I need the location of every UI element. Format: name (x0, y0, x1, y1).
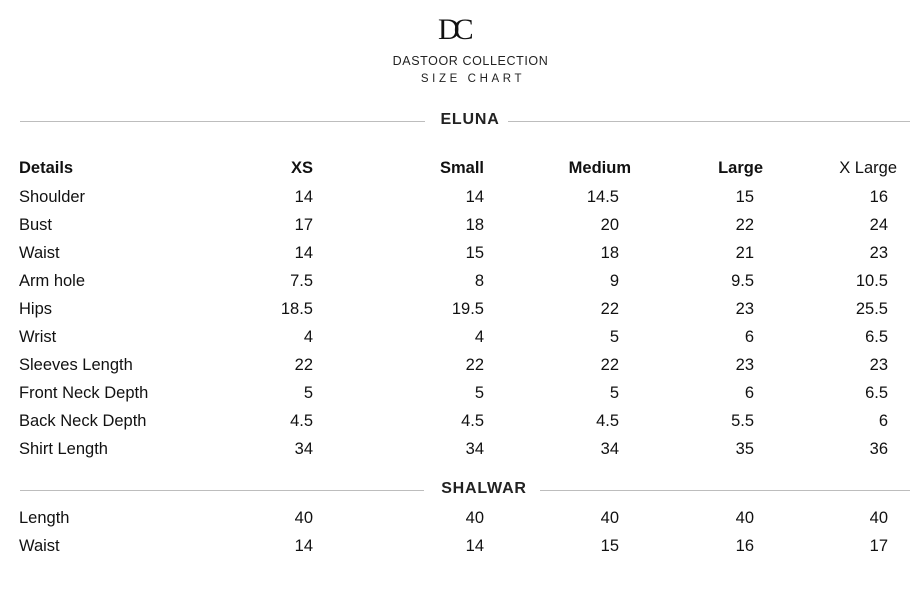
row-label: Front Neck Depth (19, 384, 149, 402)
cell-xs: 5 (303, 384, 313, 402)
table-row (0, 241, 911, 265)
table-row (0, 185, 911, 209)
section-eluna-header (20, 111, 910, 131)
cell-large: 23 (735, 356, 754, 374)
cell-medium: 15 (600, 537, 619, 555)
cell-x-large: 23 (869, 356, 888, 374)
row-label: Back Neck Depth (19, 412, 147, 430)
cell-medium: 20 (600, 216, 619, 234)
cell-xs: 18.5 (280, 300, 313, 318)
svg-text:DC: DC (437, 14, 468, 42)
cell-x-large: 17 (869, 537, 888, 555)
table-row (0, 381, 911, 405)
cell-small: 4.5 (461, 412, 484, 430)
cell-x-large: 25.5 (855, 300, 888, 318)
dc-monogram-icon (438, 14, 474, 42)
cell-small: 19.5 (451, 300, 484, 318)
table-row (0, 213, 911, 237)
cell-xs: 14 (294, 537, 313, 555)
row-label: Bust (19, 216, 53, 234)
column-header-medium: Medium (568, 159, 631, 177)
divider-right (508, 121, 910, 122)
cell-large: 5.5 (731, 412, 754, 430)
cell-large: 6 (744, 384, 754, 402)
cell-xs: 22 (294, 356, 313, 374)
cell-large: 35 (735, 440, 754, 458)
cell-large: 6 (744, 328, 754, 346)
table-row (0, 325, 911, 349)
cell-medium: 22 (600, 300, 619, 318)
cell-small: 34 (465, 440, 484, 458)
cell-small: 5 (474, 384, 484, 402)
divider-left (20, 121, 425, 122)
cell-medium: 18 (600, 244, 619, 262)
cell-medium: 9 (609, 272, 619, 290)
table-row (0, 269, 911, 293)
table-row (0, 353, 911, 377)
cell-x-large: 23 (869, 244, 888, 262)
table-row (0, 506, 911, 530)
cell-medium: 14.5 (586, 188, 619, 206)
cell-x-large: 6 (878, 412, 888, 430)
cell-large: 21 (735, 244, 754, 262)
cell-large: 22 (735, 216, 754, 234)
section-title-eluna: ELUNA (440, 111, 500, 128)
cell-x-large: 10.5 (855, 272, 888, 290)
table-row (0, 534, 911, 558)
row-label: Length (19, 509, 70, 527)
cell-xs: 7.5 (290, 272, 313, 290)
divider-left (20, 490, 424, 491)
row-label: Sleeves Length (19, 356, 133, 374)
row-label: Waist (19, 244, 60, 262)
cell-xs: 14 (294, 188, 313, 206)
brand-logo (0, 14, 911, 47)
section-shalwar-header (20, 480, 910, 500)
table-row (0, 437, 911, 461)
cell-small: 15 (465, 244, 484, 262)
column-header-x-large: X Large (839, 159, 897, 177)
brand-name: DASTOOR COLLECTION (392, 54, 549, 68)
cell-small: 18 (465, 216, 484, 234)
row-label: Hips (19, 300, 53, 318)
row-label: Arm hole (19, 272, 86, 290)
cell-large: 23 (735, 300, 754, 318)
column-header-details: Details (19, 159, 74, 177)
cell-x-large: 6.5 (865, 384, 888, 402)
cell-xs: 4.5 (290, 412, 313, 430)
cell-small: 4 (474, 328, 484, 346)
table-header-row (0, 156, 911, 180)
cell-small: 14 (465, 188, 484, 206)
row-label: Waist (19, 537, 60, 555)
cell-x-large: 16 (869, 188, 888, 206)
cell-xs: 14 (294, 244, 313, 262)
table-row (0, 297, 911, 321)
cell-medium: 40 (600, 509, 619, 527)
cell-xs: 34 (294, 440, 313, 458)
column-header-large: Large (718, 159, 763, 177)
cell-xs: 17 (294, 216, 313, 234)
cell-xs: 40 (294, 509, 313, 527)
cell-medium: 4.5 (596, 412, 619, 430)
row-label: Shoulder (19, 188, 86, 206)
column-header-xs: XS (290, 159, 313, 177)
cell-small: 40 (465, 509, 484, 527)
cell-small: 22 (465, 356, 484, 374)
column-header-small: Small (439, 159, 484, 177)
cell-medium: 22 (600, 356, 619, 374)
cell-xs: 4 (303, 328, 313, 346)
cell-large: 40 (735, 509, 754, 527)
table-row (0, 409, 911, 433)
cell-x-large: 6.5 (865, 328, 888, 346)
cell-large: 16 (735, 537, 754, 555)
cell-x-large: 40 (869, 509, 888, 527)
cell-small: 14 (465, 537, 484, 555)
page-subtitle: SIZE CHART (420, 73, 526, 85)
cell-medium: 5 (609, 328, 619, 346)
section-title-shalwar: SHALWAR (441, 480, 527, 497)
cell-medium: 34 (600, 440, 619, 458)
cell-x-large: 24 (869, 216, 888, 234)
cell-small: 8 (474, 272, 484, 290)
cell-medium: 5 (609, 384, 619, 402)
cell-x-large: 36 (869, 440, 888, 458)
cell-large: 15 (735, 188, 754, 206)
divider-right (540, 490, 910, 491)
row-label: Shirt Length (19, 440, 108, 458)
row-label: Wrist (19, 328, 57, 346)
cell-large: 9.5 (731, 272, 754, 290)
